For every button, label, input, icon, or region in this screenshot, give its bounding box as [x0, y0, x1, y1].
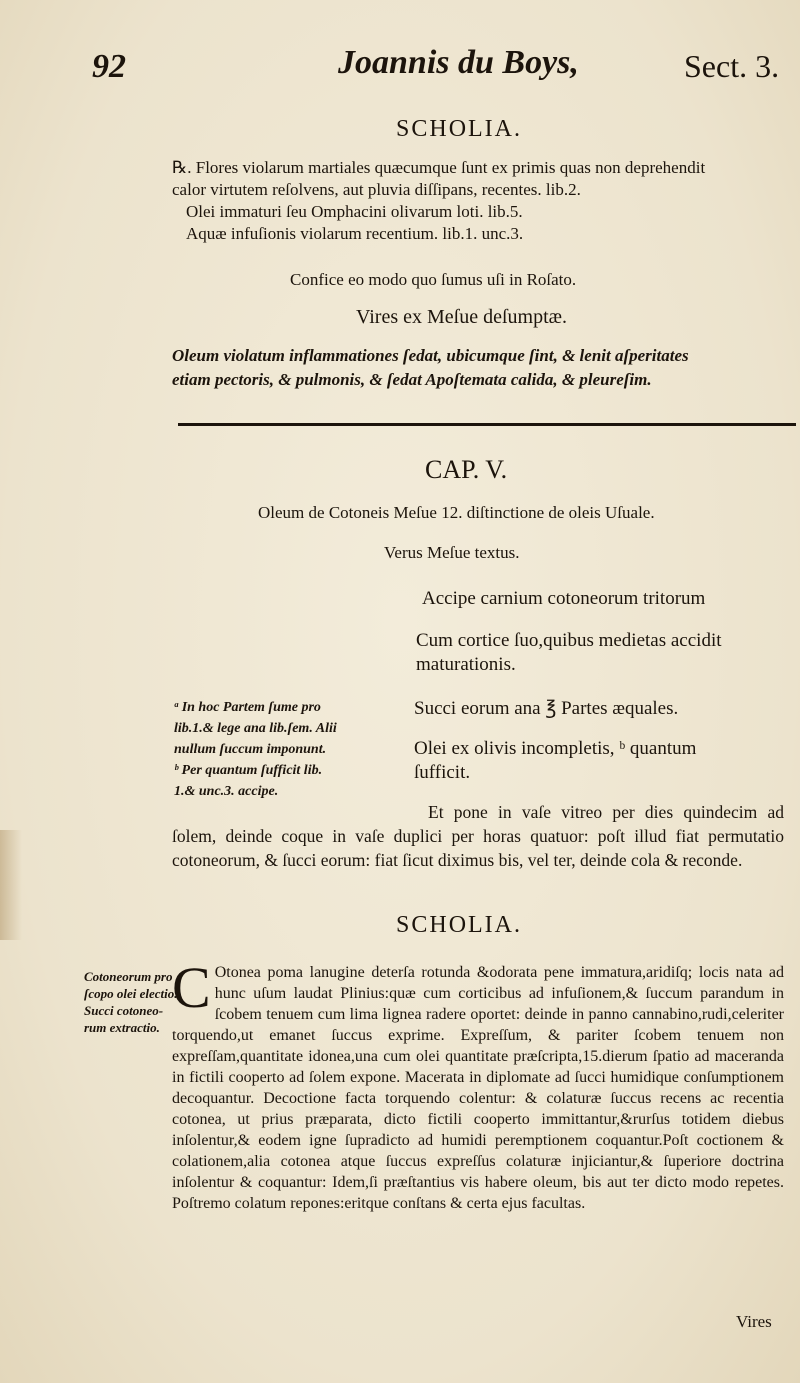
- ingredient-line: ſufficit.: [414, 762, 471, 783]
- scholia-body: Otonea poma lanugine deterſa rotunda &odorata pene immatura,aridiſq; locis nata ad hunc uſum laudat Plinius:quæ cum corticibus ad infuſionem,& ſuccum parandum in ſcobem tenuem cum lima lignea radere oportet: deinde in panno cannabino,rudi,celeriter torquendo,ut emanet ſuccus exprime. Expreſſum, & pariter ſcobem tenuem non expreſſam,quantitate idonea,una cum olei quantitate præſcripta,15.dierum ſpatio ad maceranda in fictili cooperto ad ſolem expone. Macerata in diplomate ad ſucci humidique conſumptionem decoquantur. Decoctione facta torquendo colentur: & colaturæ ſuccus recens ac recentia cotonea, ut prius præparata, dicto fictili cooperto immittantur,&rurſus totidem diebus inſolentur,& eodem igne ſupradicto ad humidi peremptionem coquantur.Poſt coctionem & colationem,alia cotonea atque ſuccus expreſſus colaturæ injiciantur,& ſuperiore doctrina inſolentur & coquantur: Idem,ſi præſtantius vis habere oleum, bis aut ter dicto modo repetes. Poſtremo colatum repones:eritque conſtans & certa ejus facultas.: [172, 964, 784, 1212]
- running-title: Joannis du Boys,: [338, 44, 579, 81]
- recipe-line: Aquæ infuſionis violarum recentium. lib.1. unc.3.: [186, 224, 524, 243]
- footnote-line: 1.& unc.3. accipe.: [174, 784, 279, 799]
- section-label: Sect. 3.: [684, 48, 780, 84]
- section-rule: [178, 423, 796, 426]
- instruction-line: Confice eo modo quo ſumus uſi in Roſato.: [290, 270, 577, 289]
- verus-line: Verus Meſue textus.: [384, 543, 520, 562]
- margin-note: ſcopo olei electio.: [84, 986, 178, 1001]
- scholia-heading: SCHOLIA.: [396, 116, 523, 142]
- procedure-paragraph: Et pone in vaſe vitreo per dies quindecim ad ſolem, deinde coque in vaſe duplici per horas quatuor: poſt illud fiat permutatio cotoneorum, & ſucci eorum: fiat ſicut diximus bis, vel ter, deinde cola & reconde.: [172, 802, 784, 870]
- ingredient-line: maturationis.: [416, 654, 516, 675]
- ingredient-line: Olei ex olivis incompletis, ᵇ quantum: [414, 738, 697, 759]
- margin-note: Cotoneorum pro: [84, 969, 173, 984]
- footnote-line: nullum ſuccum imponunt.: [174, 742, 327, 757]
- page-stain: [0, 830, 22, 940]
- chapter-heading: CAP. V.: [425, 455, 508, 484]
- recipe-line: ℞. Flores violarum martiales quæcumque ſunt ex primis quas non deprehendit: [172, 158, 706, 177]
- page-number: 92: [92, 48, 126, 85]
- vires-line: etiam pectoris, & pulmonis, & ſedat Apoſtemata calida, & pleureſim.: [172, 370, 652, 389]
- ingredient-line: Accipe carnium cotoneorum tritorum: [422, 588, 706, 609]
- margin-note: Succi cotoneo-: [84, 1003, 164, 1018]
- margin-note: rum extractio.: [84, 1020, 160, 1035]
- drop-cap: C: [172, 955, 211, 1020]
- catchword: Vires: [736, 1312, 772, 1331]
- ingredient-line: Succi eorum ana ℥ Partes æquales.: [414, 698, 679, 719]
- scholia-paragraph: [172, 955, 784, 1214]
- recipe-line: calor virtutem reſolvens, aut pluvia diſſipans, recentes. lib.2.: [172, 180, 581, 199]
- footnote-line: ᵃ In hoc Partem ſume pro: [174, 700, 321, 715]
- footnote-line: lib.1.& lege ana lib.ſem. Alii: [174, 721, 337, 736]
- vires-heading: Vires ex Meſue deſumptæ.: [356, 306, 567, 328]
- ingredient-line: Cum cortice ſuo,quibus medietas accidit: [416, 630, 722, 651]
- footnote-line: ᵇ Per quantum ſufficit lib.: [174, 763, 323, 778]
- chapter-subtitle: Oleum de Cotoneis Meſue 12. diſtinctione de oleis Uſuale.: [258, 503, 655, 522]
- scholia-heading: SCHOLIA.: [396, 912, 523, 938]
- recipe-line: Olei immaturi ſeu Omphacini olivarum loti. lib.5.: [186, 202, 523, 221]
- vires-line: Oleum violatum inflammationes ſedat, ubicumque ſint, & lenit aſperitates: [172, 346, 689, 365]
